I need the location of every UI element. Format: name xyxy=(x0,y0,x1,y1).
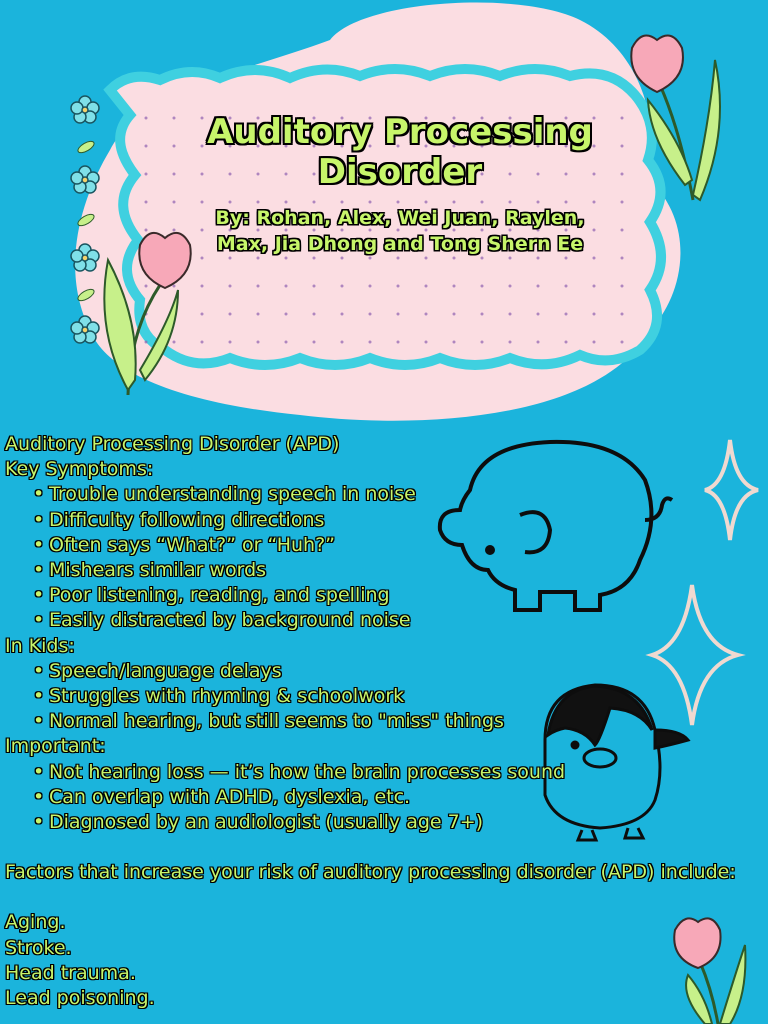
list-item: Lead poisoning. xyxy=(5,987,155,1010)
list-item: • Speech/language delays xyxy=(5,659,745,684)
list-item: • Normal hearing, but still seems to "miss" things xyxy=(5,709,745,734)
list-item: Stroke. xyxy=(5,936,72,959)
kids-label: In Kids: xyxy=(5,634,75,657)
list-item: • Diagnosed by an audiologist (usually age 7+) xyxy=(5,810,745,835)
important-label: Important: xyxy=(5,735,106,758)
list-item: • Often says “What?” or “Huh?” xyxy=(5,533,745,558)
list-item: • Poor listening, reading, and spelling xyxy=(5,583,745,608)
poster-title: Auditory Processing Disorder xyxy=(207,112,593,192)
list-item: Aging. xyxy=(5,911,66,934)
list-item: • Not hearing loss — it’s how the brain processes sound xyxy=(5,760,745,785)
symptoms-label: Key Symptoms: xyxy=(5,458,154,481)
info-text xyxy=(5,432,745,1011)
list-item: • Struggles with rhyming & schoolwork xyxy=(5,684,745,709)
list-item: • Mishears similar words xyxy=(5,558,745,583)
list-item: • Can overlap with ADHD, dyslexia, etc. xyxy=(5,785,745,810)
list-item: • Trouble understanding speech in noise xyxy=(5,482,745,507)
list-item: • Easily distracted by background noise xyxy=(5,608,745,633)
author-byline: By: Rohan, Alex, Wei Juan, Raylen, Max, Jia Dhong and Tong Shern Ee xyxy=(215,207,585,255)
section-heading: Auditory Processing Disorder (APD) xyxy=(5,433,340,455)
list-item: Head trauma. xyxy=(5,961,136,984)
list-item: • Difficulty following directions xyxy=(5,508,745,533)
risk-intro: Factors that increase your risk of auditory processing disorder (APD) include: xyxy=(5,861,736,884)
